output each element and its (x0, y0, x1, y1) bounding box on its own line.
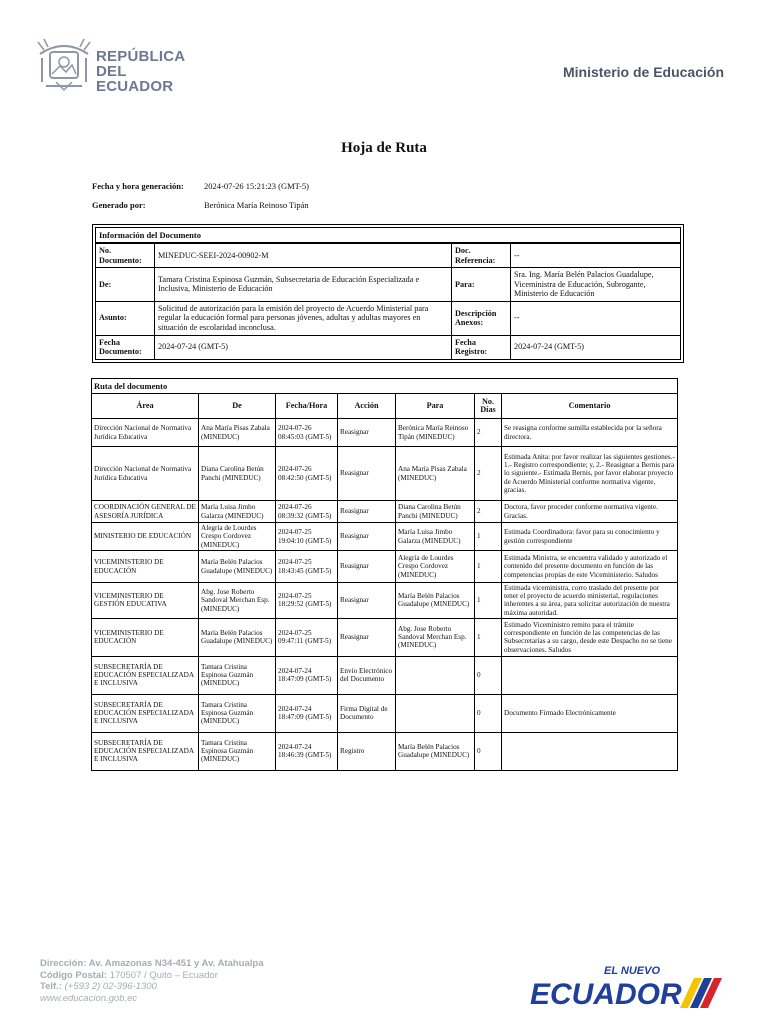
column-header: Comentario (502, 394, 678, 419)
route-row (92, 523, 678, 551)
route-row (92, 551, 678, 583)
cell-dias: 2 (475, 419, 502, 447)
column-header: Área (92, 394, 199, 419)
generation-date-row (92, 176, 309, 195)
cell-fecha: 2024-07-25 18:43:45 (GMT-5) (276, 551, 338, 583)
cell-fecha: 2024-07-24 18:46:39 (GMT-5) (276, 732, 338, 770)
el-nuevo-ecuador-logo (530, 960, 730, 1012)
brand-line-2: DEL ECUADOR (96, 63, 174, 95)
cell-para: Diana Carolina Betún Panchi (MINEDUC) (396, 501, 475, 523)
generated-by-label: Generado por: (92, 199, 146, 210)
route-box (91, 378, 677, 771)
info-label: Asunto: (96, 301, 155, 335)
republica-logo (36, 36, 206, 96)
footer-phone-label: Telf.: (40, 981, 62, 992)
document-info-box (92, 224, 684, 363)
cell-accion: Registro (338, 732, 396, 770)
cell-de: Tamara Cristina Espinosa Guzmán (MINEDUC) (199, 694, 276, 732)
cell-de: Alegría de Lourdes Crespo Cordovez (MINEDUC) (199, 523, 276, 551)
cell-comentario (502, 732, 678, 770)
cell-fecha: 2024-07-26 08:42:50 (GMT-5) (276, 447, 338, 501)
cell-accion: Reasignar (338, 419, 396, 447)
logo-big-text: ECUADOR (530, 978, 682, 1011)
route-caption: Ruta del documento (92, 379, 678, 394)
info-label: De: (96, 268, 155, 302)
info-value: 2024-07-24 (GMT-5) (511, 335, 681, 359)
cell-area: MINISTERIO DE EDUCACIÓN (92, 523, 199, 551)
route-body (92, 419, 678, 771)
page-footer (40, 958, 264, 1004)
cell-de: Diana Carolina Betún Panchi (MINEDUC) (199, 447, 276, 501)
cell-comentario: Se reasigna conforme sumilla establecida por la señora directora. (502, 419, 678, 447)
cell-area: VICEMINISTERIO DE EDUCACIÓN (92, 618, 199, 656)
cell-dias: 1 (475, 551, 502, 583)
cell-accion: Firma Digital de Documento (338, 694, 396, 732)
cell-para (396, 656, 475, 694)
cell-de: María Belén Palacios Guadalupe (MINEDUC) (199, 551, 276, 583)
cell-de: Tamara Cristina Espinosa Guzmán (MINEDUC) (199, 732, 276, 770)
cell-comentario: Estimada viceministra, corro traslado del presente por tener el proyecto de acuerdo ministerial, regulaciones inherentes a su área, para solicitar autorización de nuestra máxima autoridad. (502, 583, 678, 619)
cell-accion: Reasignar (338, 523, 396, 551)
ministry-name: Ministerio de Educación (562, 64, 724, 80)
cell-para: María Belén Palacios Guadalupe (MINEDUC) (396, 583, 475, 619)
info-value: 2024-07-24 (GMT-5) (155, 335, 452, 359)
cell-area: COORDINACIÓN GENERAL DE ASESORÍA JURÍDICA (92, 501, 199, 523)
cell-accion: Reasignar (338, 447, 396, 501)
cell-comentario: Documento Firmado Electrónicamente (502, 694, 678, 732)
document-info-caption: Información del Documento (95, 227, 681, 243)
info-label: Fecha Documento: (96, 335, 155, 359)
route-row (92, 419, 678, 447)
cell-dias: 0 (475, 732, 502, 770)
route-row (92, 732, 678, 770)
info-value: Solicitud de autorización para la emisión del proyecto de Acuerdo Ministerial para regular la educación formal para personas jóvenes, adultas y adultas mayores en situación de escolaridad inconclusa. (155, 301, 452, 335)
cell-accion: Reasignar (338, 618, 396, 656)
cell-de: Abg. Jose Roberto Sandoval Merchan Esp. (MINEDUC) (199, 583, 276, 619)
footer-website[interactable]: www.educacion.gob.ec (40, 992, 138, 1004)
cell-de: María Belén Palacios Guadalupe (MINEDUC) (199, 618, 276, 656)
info-row (96, 335, 681, 359)
footer-phone (40, 981, 264, 993)
cell-dias: 2 (475, 501, 502, 523)
cell-fecha: 2024-07-26 08:45:03 (GMT-5) (276, 419, 338, 447)
cell-para (396, 694, 475, 732)
coat-of-arms-icon (36, 36, 92, 92)
cell-area: SUBSECRETARÍA DE EDUCACIÓN ESPECIALIZADA E INCLUSIVA (92, 694, 199, 732)
route-caption-row (92, 379, 678, 394)
cell-de: Tamara Cristina Espinosa Guzmán (MINEDUC) (199, 656, 276, 694)
cell-accion: Reasignar (338, 551, 396, 583)
column-header: Para (396, 394, 475, 419)
generated-by-value: Berónica María Reinoso Tipán (204, 199, 309, 210)
cell-dias: 0 (475, 694, 502, 732)
info-value: -- (511, 301, 681, 335)
cell-fecha: 2024-07-24 18:47:09 (GMT-5) (276, 656, 338, 694)
info-value: -- (511, 244, 681, 268)
cell-area: Dirección Nacional de Normativa Jurídica Educativa (92, 419, 199, 447)
cell-dias: 1 (475, 523, 502, 551)
info-value: MINEDUC-SEEI-2024-00902-M (155, 244, 452, 268)
cell-para: María Belén Palacios Guadalupe (MINEDUC) (396, 732, 475, 770)
route-row (92, 694, 678, 732)
document-info-table (95, 243, 681, 360)
cell-para: Alegría de Lourdes Crespo Cordovez (MINEDUC) (396, 551, 475, 583)
page-title: Hoja de Ruta (341, 140, 427, 156)
cell-comentario: Estimada Anita: por favor realizar las siguientes gestiones.- 1.- Registro correspondiente; y, 2.- Reasignar a Bernis para lo siguiente.- Estimada Bernis, por favor elaborar proyecto de Acuerdo Ministerial conforme normativa vigente, gracias. (502, 447, 678, 501)
footer-phone-value: (+593 2) 02-396-1300 (64, 981, 157, 992)
info-row (96, 244, 681, 268)
cell-area: Dirección Nacional de Normativa Jurídica Educativa (92, 447, 199, 501)
cell-fecha: 2024-07-26 08:39:32 (GMT-5) (276, 501, 338, 523)
footer-postal-label: Código Postal: (40, 969, 108, 981)
cell-para: Ana María Pisas Zabala (MINEDUC) (396, 447, 475, 501)
cell-fecha: 2024-07-25 09:47:11 (GMT-5) (276, 618, 338, 656)
cell-dias: 2 (475, 447, 502, 501)
page-header (0, 0, 768, 110)
cell-para: Abg. Jose Roberto Sandoval Merchan Esp. (MINEDUC) (396, 618, 475, 656)
cell-area: VICEMINISTERIO DE EDUCACIÓN (92, 551, 199, 583)
cell-para: María Luisa Jimbo Galarza (MINEDUC) (396, 523, 475, 551)
cell-de: Ana María Pisas Zabala (MINEDUC) (199, 419, 276, 447)
info-value: Tamara Cristina Espinosa Guzmán, Subsecretaria de Educación Especializada e Inclusiva, Ministerio de Educación (155, 268, 452, 302)
cell-accion: Envío Electrónico del Documento (338, 656, 396, 694)
cell-de: María Luisa Jimbo Galarza (MINEDUC) (199, 501, 276, 523)
info-label: No. Documento: (96, 244, 155, 268)
footer-postal (40, 970, 264, 982)
cell-dias: 0 (475, 656, 502, 694)
column-header: Fecha/Hora (276, 394, 338, 419)
generated-by-row (92, 195, 309, 214)
info-value: Sra. Ing. María Belén Palacios Guadalupe, Viceministra de Educación, Subrogante, Ministerio de Educación (511, 268, 681, 302)
generation-date-value: 2024-07-26 15:21:23 (GMT-5) (204, 180, 309, 191)
cell-accion: Reasignar (338, 583, 396, 619)
route-table (91, 378, 678, 771)
cell-para: Berónica María Reinoso Tipán (MINEDUC) (396, 419, 475, 447)
cell-dias: 1 (475, 618, 502, 656)
footer-address: Dirección: Av. Amazonas N34-451 y Av. Atahualpa (40, 958, 264, 969)
cell-area: VICEMINISTERIO DE GESTIÓN EDUCATIVA (92, 583, 199, 619)
column-header: No. Días (475, 394, 502, 419)
route-header-row (92, 394, 678, 419)
logo-small-text: EL NUEVO (604, 965, 661, 977)
column-header: De (199, 394, 276, 419)
column-header: Acción (338, 394, 396, 419)
cell-area: SUBSECRETARÍA DE EDUCACIÓN ESPECIALIZADA E INCLUSIVA (92, 732, 199, 770)
info-row (96, 301, 681, 335)
cell-dias: 1 (475, 583, 502, 619)
info-label: Para: (452, 268, 511, 302)
cell-area: SUBSECRETARÍA DE EDUCACIÓN ESPECIALIZADA E INCLUSIVA (92, 656, 199, 694)
cell-comentario: Estimado Viceministro remito para el trámite correspondiente en función de las competencias de las Subsecretarías a su cargo, desde este Despacho no se tiene observaciones. Saludos (502, 618, 678, 656)
footer-postal-value: 170507 / Quito – Ecuador (109, 969, 218, 981)
cell-comentario (502, 656, 678, 694)
cell-fecha: 2024-07-25 19:04:10 (GMT-5) (276, 523, 338, 551)
generation-date-label: Fecha y hora generación: (92, 180, 184, 191)
brand-line-1: REPÚBLICA (96, 48, 186, 65)
cell-fecha: 2024-07-24 18:47:09 (GMT-5) (276, 694, 338, 732)
route-row (92, 501, 678, 523)
generation-meta (92, 176, 309, 214)
flag-stripes-icon (680, 978, 722, 1008)
cell-comentario: Doctora, favor proceder conforme normativa vigente. Gracias. (502, 501, 678, 523)
cell-fecha: 2024-07-25 18:29:52 (GMT-5) (276, 583, 338, 619)
info-label: Doc. Referencia: (452, 244, 511, 268)
cell-comentario: Estimada Ministra, se encuentra validado y autorizado el contenido del presente documento en función de las competencias propias de este Viceministerio. Saludos (502, 551, 678, 583)
info-label: Descripción Anexos: (452, 301, 511, 335)
route-row (92, 583, 678, 619)
info-row (96, 268, 681, 302)
republica-brand (96, 49, 206, 94)
info-label: Fecha Registro: (452, 335, 511, 359)
cell-comentario: Estimada Coordinadora: favor para su conocimiento y gestión correspondiente (502, 523, 678, 551)
route-row (92, 447, 678, 501)
cell-accion: Reasignar (338, 501, 396, 523)
route-row (92, 656, 678, 694)
route-row (92, 618, 678, 656)
